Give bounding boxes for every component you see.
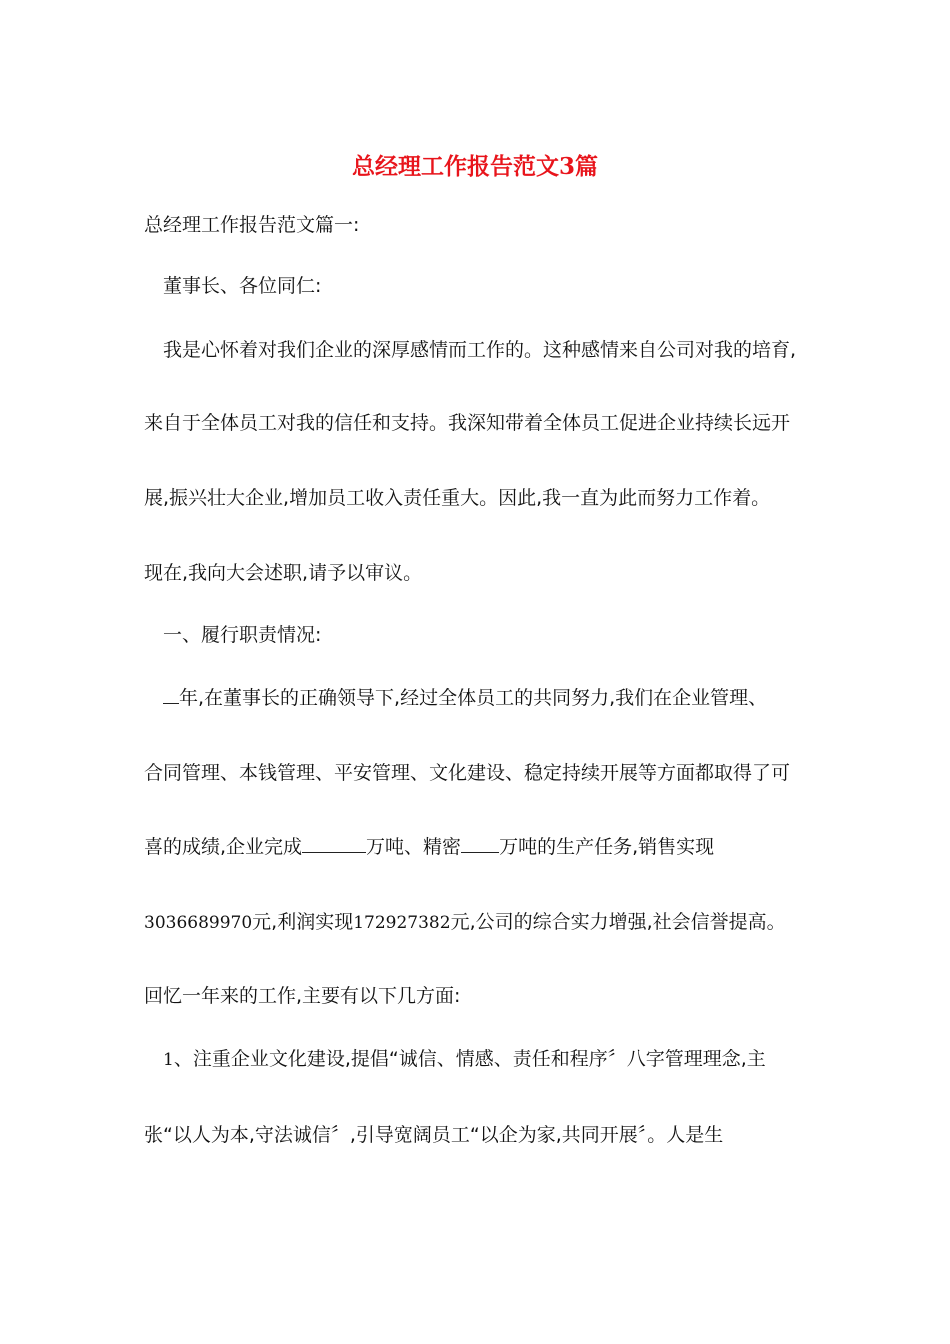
fill-in-blank <box>461 834 499 853</box>
paragraph-line <box>144 834 714 860</box>
profit-figure: 172927382 <box>353 913 451 933</box>
paragraph-line: 回忆一年来的工作,主要有以下几方面: <box>144 985 461 1007</box>
paragraph-line: 来自于全体员工对我的信任和支持。我深知带着全体员工促进企业持续长远开 <box>144 412 791 434</box>
fill-in-blank <box>163 685 179 704</box>
salutation: 董事长、各位同仁: <box>163 275 322 297</box>
fill-in-blank <box>302 834 366 853</box>
text-run: 万吨的生产任务,销售实现 <box>499 836 715 858</box>
sales-figure: 3036689970 <box>144 913 253 933</box>
paragraph-line: 我是心怀着对我们企业的深厚感情而工作的。这种感情来自公司对我的培育, <box>163 339 797 361</box>
subheading: 一、履行职责情况: <box>163 624 322 646</box>
document-title: 总经理工作报告范文3篇 <box>351 153 598 180</box>
paragraph-line <box>163 1046 766 1073</box>
text-run: 万吨、精密 <box>366 836 462 858</box>
paragraph-line: 合同管理、本钱管理、平安管理、文化建设、稳定持续开展等方面都取得了可 <box>144 762 791 784</box>
item-number: 1 <box>163 1050 174 1070</box>
text-run: 喜的成绩,企业完成 <box>144 836 303 858</box>
paragraph-line <box>144 909 786 936</box>
text-run: 、注重企业文化建设,提倡“诚信、情感、责任和程序〞八字管理理念,主 <box>173 1048 766 1070</box>
paragraph-line: 张“以人为本,守法诚信〞,引导宽阔员工“以企为家,共同开展〞。人是生 <box>144 1124 724 1146</box>
text-run: 年,在董事长的正确领导下,经过全体员工的共同努力,我们在企业管理、 <box>179 687 768 709</box>
paragraph-line: 展,振兴壮大企业,增加员工收入责任重大。因此,我一直为此而努力工作着。 <box>144 487 771 509</box>
paragraph-line <box>163 685 767 711</box>
paragraph-line: 现在,我向大会述职,请予以审议。 <box>144 562 423 584</box>
section-heading: 总经理工作报告范文篇一: <box>144 214 360 236</box>
text-run: 元,公司的综合实力增强,社会信誉提高。 <box>450 911 786 933</box>
text-run: 元,利润实现 <box>252 911 354 933</box>
